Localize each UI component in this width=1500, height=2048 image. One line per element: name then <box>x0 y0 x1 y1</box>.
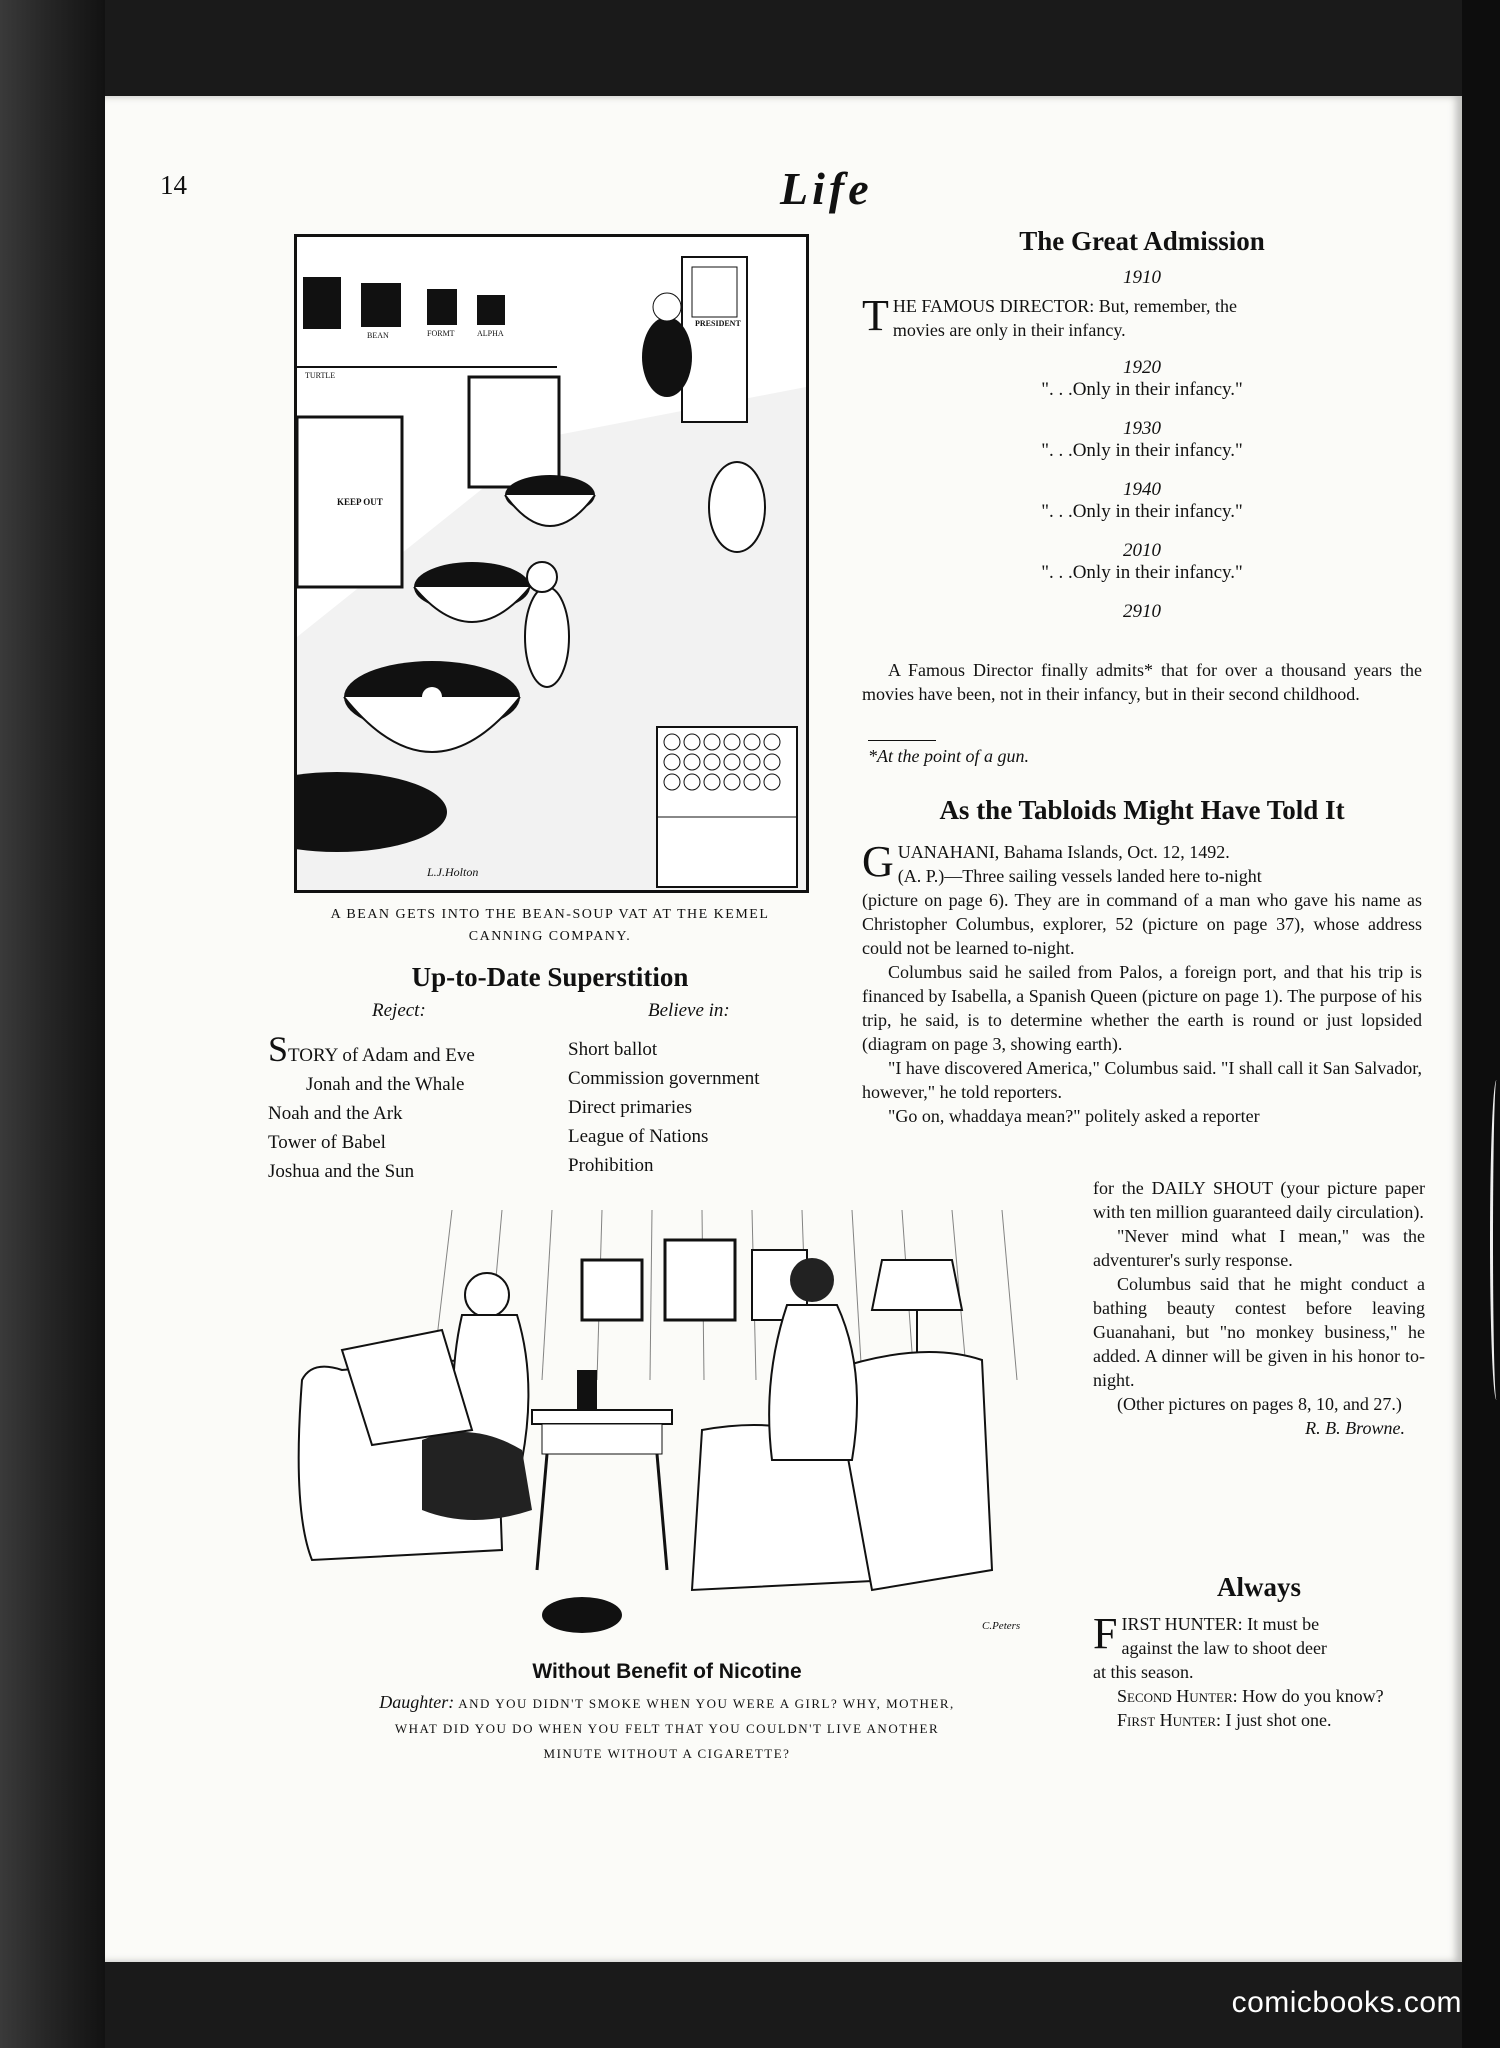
bean-vat-cartoon <box>294 234 809 893</box>
tabloids-paragraph-4-start: "Go on, whaddaya mean?" politely asked a reporter <box>888 1106 1260 1126</box>
second-hunter-line: Second Hunter: How do you know? <box>1117 1686 1384 1706</box>
list-item: Short ballot <box>568 1039 658 1060</box>
nicotine-cartoon-title: Without Benefit of Nicotine <box>532 1660 802 1683</box>
list-item: Joshua and the Sun <box>268 1161 415 1182</box>
nicotine-drawing <box>272 1210 1062 1650</box>
watermark: comicbooks.com <box>1231 1986 1462 2019</box>
drop-cap: F <box>1093 1609 1118 1658</box>
keep-out-sign: KEEP OUT <box>337 497 383 507</box>
list-item: Tower of Babel <box>268 1132 386 1153</box>
superstition-title: Up-to-Date Superstition <box>411 962 689 992</box>
caption-speaker: Daughter: <box>379 1692 455 1712</box>
cartoon-signature: L.J.Holton <box>427 865 479 879</box>
entry-year: 1940 <box>1123 479 1161 500</box>
scan-right-edge <box>1462 0 1500 2048</box>
year-final: 2910 <box>1123 601 1161 622</box>
caption-line-1: AND YOU DIDN'T SMOKE WHEN YOU WERE A GIRL? WHY, MOTHER, <box>458 1696 955 1711</box>
list-item: Jonah and the Whale <box>306 1074 465 1095</box>
list-item: STORY of Adam and Eve <box>268 1029 475 1069</box>
nicotine-cartoon-caption <box>272 1690 1062 1766</box>
entry-year: 1920 <box>1123 357 1161 378</box>
tabloids-narrow-column <box>1093 1176 1425 1440</box>
entry-quote: ". . .Only in their infancy." <box>1041 562 1243 583</box>
reject-list <box>268 1029 548 1186</box>
caption-line-1: A BEAN GETS INTO THE BEAN-SOUP VAT AT THE KEMEL <box>330 907 770 922</box>
believe-heading: Believe in: <box>648 1000 730 1021</box>
scan-left-edge <box>0 0 105 2048</box>
always-joke: F IRST HUNTER: It must be against the law to shoot deer at this season. Second Hunter: How do you know? First Hunter: I just shot one. <box>1093 1612 1431 1732</box>
tabloids-paragraph-7: (Other pictures on pages 8, 10, and 27.) <box>1117 1394 1402 1414</box>
byline: R. B. Browne. <box>1305 1418 1405 1438</box>
wall-label-bean: BEAN <box>367 331 389 340</box>
entry-quote: ". . .Only in their infancy." <box>1041 501 1243 522</box>
tabloids-paragraph-4-rest: for the DAILY SHOUT (your picture paper with ten million guaranteed daily circulation). <box>1093 1178 1425 1222</box>
list-item: Direct primaries <box>568 1097 692 1118</box>
always-title: Always <box>1216 1572 1301 1602</box>
tabloids-paragraph-2: Columbus said he sailed from Palos, a foreign port, and that his trip is financed by Isabella, a Spanish Queen (picture on page 1). The purpose of his trip, he said, is to determine whether the earth is round or just lopsided (diagram on page 3, showing earth). <box>862 962 1422 1054</box>
nicotine-cartoon <box>272 1210 1062 1650</box>
believe-list <box>568 1035 828 1180</box>
tabloids-title: As the Tabloids Might Have Told It <box>939 795 1345 825</box>
first-hunter-line: First Hunter: I just shot one. <box>1117 1710 1332 1730</box>
tabloids-article <box>862 837 1422 1128</box>
list-item: Prohibition <box>568 1155 654 1176</box>
tabloids-paragraph-6: Columbus said that he might conduct a bathing beauty contest before leaving Guanahani, but "no monkey business," he added. A dinner will be given in his honor to-night. <box>1093 1274 1425 1390</box>
admission-final-paragraph: A Famous Director finally admits* that for over a thousand years the movies have been, not in their infancy, but in their second childhood. <box>862 660 1422 704</box>
drop-cap: S <box>268 1029 289 1069</box>
page-number: 14 <box>160 170 187 200</box>
great-admission-title: The Great Admission <box>1019 226 1265 256</box>
entry-quote: ". . .Only in their infancy." <box>1041 440 1243 461</box>
tabloids-paragraph-5: "Never mind what I mean," was the adventurer's surly response. <box>1093 1226 1425 1270</box>
drop-cap: T <box>862 291 889 340</box>
wall-label-turtle: TURTLE <box>305 371 336 380</box>
footnote: *At the point of a gun. <box>868 746 1029 766</box>
list-item: Noah and the Ark <box>268 1103 403 1124</box>
admission-opening: T HE FAMOUS DIRECTOR: But, remember, the movies are only in their infancy. <box>862 291 1237 340</box>
admission-entries <box>862 357 1422 623</box>
entry-year: 2010 <box>1123 540 1161 561</box>
drop-cap: G <box>862 837 894 886</box>
entry-year: 1930 <box>1123 418 1161 439</box>
bean-cartoon-caption <box>270 904 830 948</box>
tabloids-paragraph-3: "I have discovered America," Columbus said. "I shall call it San Salvador, however," he told reporters. <box>862 1058 1422 1102</box>
entry-quote: ". . .Only in their infancy." <box>1041 379 1243 400</box>
next-page-sliver <box>1490 1080 1500 1400</box>
year-1910: 1910 <box>1123 267 1161 288</box>
caption-line-3: MINUTE WITHOUT A CIGARETTE? <box>543 1746 791 1761</box>
tabloids-paragraph-1: G UANAHANI, Bahama Islands, Oct. 12, 1492. (A. P.)—Three sailing vessels landed here to-night (picture on page 6). They are in command of a man who gave his name as Christopher Columbus, explorer, 52 (picture on page 37), whose address could not be learned to-night. <box>862 837 1422 958</box>
masthead: Life <box>780 163 873 214</box>
footnote-rule <box>868 740 936 741</box>
wall-label-alpha: ALPHA <box>477 329 504 338</box>
reject-heading: Reject: <box>372 1000 426 1021</box>
wall-label-formt: FORMT <box>427 329 455 338</box>
caption-line-2: CANNING COMPANY. <box>468 929 632 944</box>
caption-line-2: WHAT DID YOU DO WHEN YOU FELT THAT YOU COULDN'T LIVE ANOTHER <box>394 1721 940 1736</box>
nicotine-cartoon-signature: C.Peters <box>982 1620 1021 1632</box>
list-item: Commission government <box>568 1068 760 1089</box>
door-sign: PRESIDENT <box>695 319 741 328</box>
list-item: League of Nations <box>568 1126 709 1147</box>
